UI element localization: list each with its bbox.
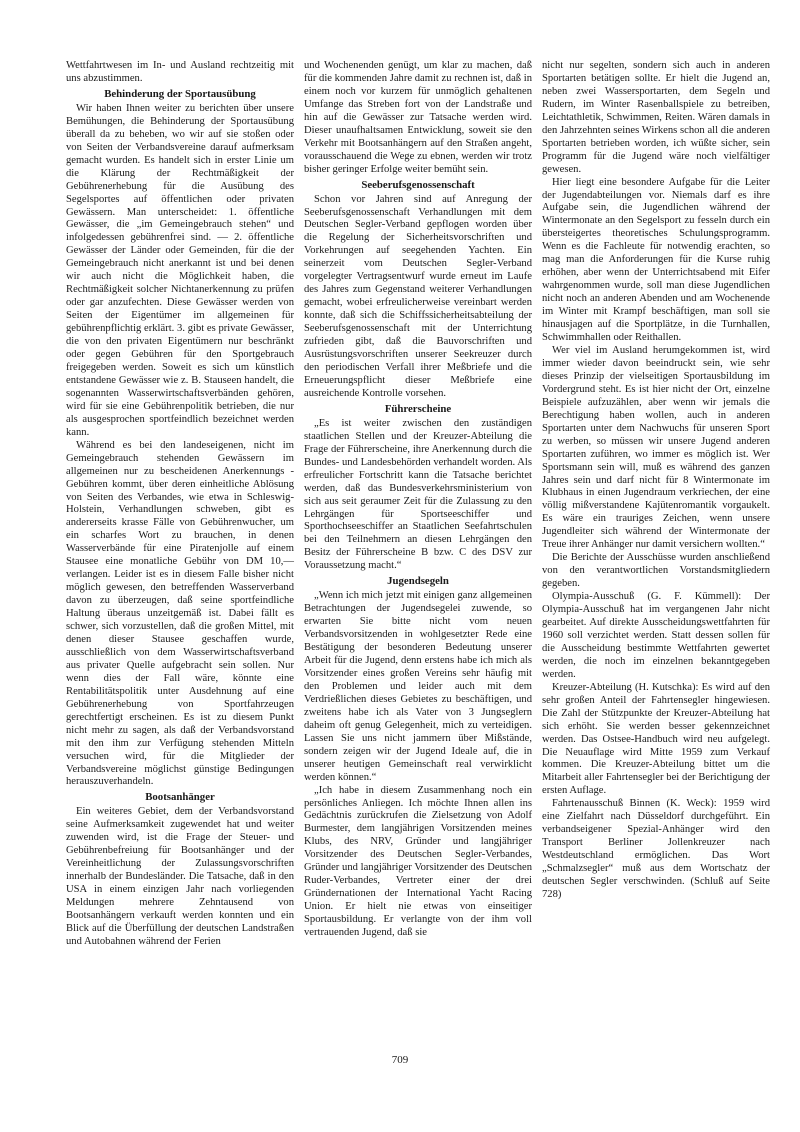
section-heading: Bootsanhänger	[145, 791, 215, 804]
section-heading: Jugendsegeln	[387, 575, 449, 588]
paragraph: und Wochenenden genügt, um klar zu machen, daß für die kommenden Jahre damit zu rechnen ist, daß in einem noch vor kurzem für unmöglich gehaltenen Umfange das Streben fort von der Landstraße und hin auf die Gewässer zur Tatsache werden wird. Dieser unaufhaltsamen Entwicklung, soweit sie den Verkehr mit Bootsanhängern auf den Straßen angeht, vorausschauend die Wege zu ebnen, werden wir trotz bisher geringer Erfolge weiter bemüht sein.	[304, 60, 532, 175]
section-heading: Seeberufsgenossenschaft	[361, 178, 475, 191]
paragraph: Die Berichte der Ausschüsse wurden anschließend von den verantwortlichen Vorstandsmitgliedern gegeben.	[542, 552, 770, 590]
paragraph: Hier liegt eine besondere Aufgabe für die Leiter der Jugendabteilungen vor. Niemals darf es ihre Aufgabe sein, die Jugendlichen während der Wintermonate an den Segelsport zu fesseln durch ein übersteigertes theoretisches Schulungsprogramm. Wenn es die Fachleute für notwendig erachten, so mag man die Anforderungen für die Kurse ruhig erhöhen, aber wenn der Unterrichtsabend mit Eifer wahrgenommen wurde, soll man diese Jugendlichen nicht noch an anderen Abenden und am Wochenende im Winter mit Krampf beschäftigen, man soll sie hinausjagen auf die Sportplätze, in die Turnhallen, Schwimmhallen oder Reithallen.	[542, 176, 770, 344]
paragraph: „Es ist weiter zwischen den zuständigen staatlichen Stellen und der Kreuzer-Abteilung die Frage der Führerscheine, ihre Anerkennung durch die Bundes- und Landesbehörden verhandelt worden. Als erfreulicher Fortschritt kann die Tatsache berichtet werden, daß das Bundesverkehrsministerium von sich aus seit geraumer Zeit für die Zulassung zu den Lehrgängen für Sportseeschiffer und Sporthochseeschiffer an Staatlichen Seefahrtschulen bei den Teilnehmern an diesen Lehrgängen den Besitz der Führerscheine B bzw. C des DSV zur Voraussetzung macht.“	[304, 417, 532, 572]
column-right	[542, 60, 770, 949]
page-number: 709	[391, 1054, 409, 1066]
paragraph: nicht nur segelten, sondern sich auch in anderen Sportarten betätigen sollte. Er hielt die Jugend an, neben zwei Wassersportarten, dem Segeln und Rudern, im Winter Rasenballspiele zu betreiben, Leichtathletik, Schwimmen, Reiten. Wären damals in den Jahrzehnten seines Wirkens schon all die anderen Sportarten betrieben worden, ich wüßte sicher, sein Programm für die Jugend wäre noch vielfältiger gewesen.	[542, 60, 770, 175]
paragraph: Ein weiteres Gebiet, dem der Verbandsvorstand seine Aufmerksamkeit zugewendet hat und weiter zuwenden wird, ist die Frage der Steuer- und Gebührenbefreiung für Bootsanhänger und der Vereinheitlichung der Zulassungsvorschriften innerhalb der Bundesländer. Die Tatsache, daß in den USA in einem einzigen Jahr nach vorliegenden Meldungen mehrere Zehntausend von Bootsanhängern verkauft werden konnten und ein Blick auf die Überfüllung der deutschen Landstraßen und Autobahnen während der Ferien	[66, 806, 294, 947]
section-heading: Behinderung der Sportausübung	[104, 87, 256, 100]
column-left	[66, 60, 294, 949]
paragraph: Olympia-Ausschuß (G. F. Kümmell): Der Olympia-Ausschuß hat im vergangenen Jahr nicht gearbeitet. Auf direkte Ausscheidungswettfahrten für 1960 soll verzichtet werden. Statt dessen sollen für die Ausscheidung bestimmte Wettfahrten gewertet werden, die noch im einzelnen bekanntgegeben werden.	[542, 591, 770, 680]
paragraph: „Ich habe in diesem Zusammenhang noch ein persönliches Anliegen. Ich möchte Ihnen allen ins Gedächtnis zurückrufen die Zielsetzung von Adolf Burmester, dem langjährigen Vorsitzenden meines Klubs, des NRV, Gründer und langjähriger Vorsitzender des Deutschen Segler-Verbandes, Gründer und langjähriger Vorsitzender des Deutschen Ruder-Verbandes, Vertreter einer der drei Gründernationen der International Yacht Racing Union. Er hielt nie etwas von einseitiger Sportausbildung. Er verlangte von der ihm voll vertrauenden Jugend, daß sie	[304, 784, 532, 939]
section-heading: Führerscheine	[384, 402, 452, 415]
paragraph: Schon vor Jahren sind auf Anregung der Seeberufsgenossenschaft Verhandlungen mit dem Deutschen Segler-Verband gepflogen worden über die Regelung der Sicherheitsvorschriften und Vorkehrungen auf seegehenden Yachten. Ein seinerzeit vom Deutschen Segler-Verband vorgelegter Vertragsentwurf wurde erneut im Laufe des Jahres zum Gegenstand weiterer Verhandlungen gemacht, wobei erfreulicherweise vereinbart werden konnte, daß sich die Schiffssicherheitsabteilung der Seeberufsgenossenschaft mit der Unterrichtung zufrieden gibt, daß die Bauvorschriften und Ausrüstungsvorschriften unserer Seekreuzer durch den periodischen Verfall ihrer Meßbriefe und die Erneuerungspflicht dieser Meßbriefe eine ausreichende Kontrolle vorsehen.	[304, 193, 532, 399]
text-columns	[66, 60, 770, 949]
paragraph: Wettfahrtwesen im In- und Ausland rechtzeitig mit uns abzustimmen.	[66, 60, 294, 84]
paragraph: Fahrtenausschuß Binnen (K. Weck): 1959 wird eine Zielfahrt nach Düsseldorf durchgeführt. Ein verbandseigener Spezial-Anhänger wird den Transport Berliner Jollenkreuzer nach Westdeutschland ermöglichen. Das Wort „Schmalzsegler“ muß aus dem Wortschatz der deutschen Segler verschwinden. (Schluß auf Seite 728)	[542, 798, 770, 900]
paragraph: Während es bei den landeseigenen, nicht im Gemeingebrauch stehenden Gewässern im allgemeinen nur zu bescheidenen Anerkennungs - Gebühren kommt, über deren einheitliche Ablösung von Seiten des Verbandes, wie etwa in Schleswig-Holstein, Verhandlungen schweben, gibt es andererseits krasse Fälle von Gebührenwucher, um ein scharfes Wort zu brauchen, in denen Wasserverbände für eine Piratenjolle auf einem Stausee eine monatliche Gebühr von DM 10,— verlangen. Leider ist es in diesem Falle bisher nicht möglich gewesen, den betreffenden Wasserverband davon zu überzeugen, daß seine sportfeindliche Haltung überaus unzeitgemäß ist. Dabei fällt es schwer, sich vorzustellen, daß die großen Mittel, mit denen dieser Stausee geschaffen wurde, ausschließlich von dem Wasserwirtschaftsverband aus privater Quelle aufgebracht sein sollen. Nur wenn dies der Fall wäre, könnte eine Rentabilitätspolitik unter Ausdehnung auf eine Gebührenerhebung von Sportfahrzeugen gerechtfertigt erscheinen. Es ist zu diesem Punkt nicht mehr zu sagen, als daß der Verbandsvorstand mit den ihm zur Verfügung stehenden Mitteln versuchen wird, für die Mitglieder der Verbandsvereine möglichst günstige Bedingungen herauszuverhandeln.	[66, 439, 294, 788]
paragraph: „Wenn ich mich jetzt mit einigen ganz allgemeinen Betrachtungen der Jugendsegelei zuwende, so erwarten Sie bitte nicht vom neuen Verbandsvorsitzenden in wohlgesetzter Rede eine Bestätigung der besonderen Bedeutung unserer Arbeit für die Jugend, denn erstens habe ich mich als Vorsitzender eines großen Vereins sehr häufig mit den Problemen und leider auch mit dem Verdrießlichen dieses Gebietes zu beschäftigen, und zweitens habe ich als Vater von 3 Jungseglern daheim oft genug Gelegenheit, mich zu verteidigen. Lassen Sie uns nicht jammern über Mißstände, sondern zeigen wir der Jugend Ideale auf, die in unserer heutigen Gemeinschaft real verwirklicht werden können.“	[304, 590, 532, 783]
column-middle	[304, 60, 532, 949]
paragraph: Kreuzer-Abteilung (H. Kutschka): Es wird auf den sehr großen Anteil der Fahrtensegler hingewiesen. Die Zahl der Stützpunkte der Kreuzer-Abteilung hat sich erhöht. Sie werden besser gekennzeichnet werden. Das Ostsee-Handbuch wird neu aufgelegt. Die Neuauflage wird Mitte 1959 zum Verkauf kommen. Die Kreuzer-Abteilung bittet um die Mitarbeit aller Fahrtensegler bei der Berichtigung der ersten Auflage.	[542, 681, 770, 797]
paragraph: Wer viel im Ausland herumgekommen ist, wird immer wieder davon beeindruckt sein, wie sehr dieses Prinzip der vielseitigen Sportausbildung im Vordergrund steht. Es ist hier nicht der Ort, einzelne Beispiele aufzuzählen, aber wenn wir jemals die Berechtigung haben wollen, auch in anderen Sportarten unter dem Nachwuchs für unseren Sport zu werben, so müssen wir unsere Jugend anderen Sportarten zuführen, wo immer es möglich ist. Wer Sportsmann sein will, muß es während des ganzen Jahres sein und darf nicht für 8 Wintermonate im Klubhaus in einen Jugendraum verkriechen, der eine völlig mißverstandene Kajütenromantik vorgaukelt. Es wäre ein trauriges Zeichen, wenn unsere Jugendleiter sich während der Wintermonate der Treue ihrer Anhänger nur damit versichern wollten.“	[542, 344, 770, 551]
paragraph: Wir haben Ihnen weiter zu berichten über unsere Bemühungen, die Behinderung der Sportausübung überall da zu beheben, wo wir auf sie stoßen oder von Seiten der Verbandsvereine darauf aufmerksam gemacht wurden. Es handelt sich in erster Linie um die Klärung der Rechtmäßigkeit der Gebührenerhebung für die Ausübung des Segelsportes auf öffentlichen oder privaten Gewässern. Man unterscheidet: 1. öffentliche Gewässer, die „im Gemeingebrauch stehen“ und infolgedessen gebührenfrei sind. — 2. öffentliche Gewässer der Länder oder Gemeinden, für die der Gemeingebrauch nicht anerkannt ist und bei denen wir auch nicht die Möglichkeit haben, die Rechtmäßigkeit solcher Nichtanerkennung zu prüfen oder gar anzufechten. Diese Gewässer werden von Seiten der Eigentümer im allgemeinen für gebührenpflichtig erklärt. 3. gibt es private Gewässer, die von den privaten Eigentümern nur beschränkt oder gegen Gebühren für den Sportgebrauch freigegeben werden. Soweit es sich um künstlich entstandene Gewässer wie z. B. Stauseen handelt, die sogenannten Wasserwirtschaftsverbänden gehören, wird für sie eine Gebührenpolitik betrieben, die nur als ausgesprochen sportfeindlich bezeichnet werden kann.	[66, 102, 294, 438]
